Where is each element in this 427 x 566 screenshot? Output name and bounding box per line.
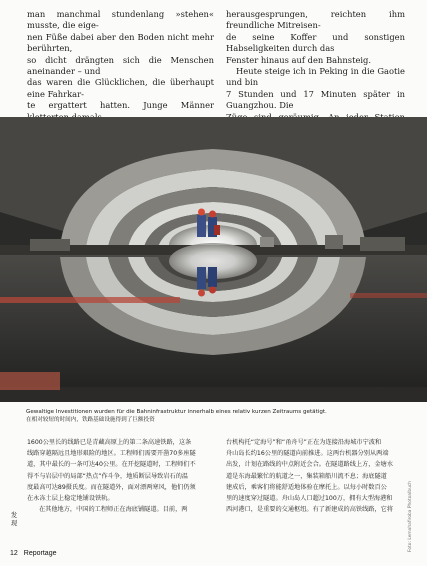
section-name: Reportage — [23, 550, 57, 557]
zh-line: 得不与岩层中的局部“热点”作斗争，地质断层导致岩石的温 — [27, 472, 189, 480]
body-line: das waren die Glücklichen, die überhaupt eine Fahrkar- — [27, 77, 214, 99]
page-footer — [10, 550, 57, 557]
photo-caption — [26, 408, 386, 424]
zh-line: 1600公里长的线路已是青藏高原上的第二条高速铁路，这条 — [27, 439, 192, 446]
body-line: nen Füße dabei aber den Boden nicht mehr berührten, — [27, 31, 214, 54]
body-line: de seine Koffer und sonstigen Habseligkeiten durch das — [226, 31, 405, 54]
section-char: 现 — [10, 520, 18, 527]
body-line: Heute steige ich in Peking in die Gaotie und bin — [226, 66, 405, 88]
section-char: 发 — [10, 512, 18, 519]
chinese-column-right — [226, 437, 405, 515]
zh-line: 里的速度穿过隧道。舟山岛人口超过100万，拥有大型海港和 — [226, 495, 393, 503]
tunnel-illustration — [0, 117, 427, 402]
zh-line: 度最高可达89摄氏度。而在隧道外，面对漂两寒风，他们仍须 — [27, 483, 196, 491]
zh-line: 舟山岛长约16公里的隧道向前推进。这两台机器分别从两端 — [226, 450, 389, 458]
body-line: 7 Stunden und 17 Minuten später in Guangzhou. Die — [226, 88, 405, 111]
body-line: Fenster hinaus auf den Bahnsteig. — [226, 54, 372, 65]
body-line: so dicht drängten sich die Menschen aneinander – und — [27, 54, 214, 77]
caption-german: Gewaltige Investitionen wurden für die Bahninfrastruktur innerhalb eines relativ kurzen Zeitraums getätigt. — [26, 409, 327, 415]
zh-line: 道，其中最长的一条可达40公里。在开挖隧道时，工程师们不 — [27, 461, 196, 469]
photo-credit-text: Foto: Lemahafiroba Photoalbuch — [408, 480, 413, 552]
section-marker — [8, 512, 20, 528]
zh-line: 在永冻土层上稳定地铺设铁轨。 — [27, 495, 114, 503]
tunnel-photo — [0, 117, 427, 402]
zh-line: 出发，计划在路线的中点附近会合。在隧道路线上方，金塘水 — [226, 461, 394, 469]
photo-credit — [403, 470, 413, 552]
body-line: herausgesprungen, reichten ihm freundliche Mitreisen- — [226, 9, 405, 31]
page-number: 12 — [10, 550, 18, 557]
body-line: te ergattert hatten. Junge Männer — [27, 100, 214, 111]
caption-chinese: 在相对较短的时间内，铁路基础设施得到了巨额投资 — [26, 417, 155, 423]
zh-line: 线路穿越隔远且地形艰险的地区。工程师们需要开凿70多座隧 — [27, 450, 196, 458]
chinese-column-left — [27, 437, 214, 515]
body-line: man manchmal stundenlang »stehen« musste, die eige- — [27, 9, 214, 31]
zh-line: 台机构托“定海号”和“甬舟号”正在为连接沿海城市宁波和 — [226, 439, 382, 446]
zh-line: 建成后，乘客们将能舒适地体验在摩托上。以每小时数百公 — [226, 483, 387, 491]
zh-line: 西河港口，是重要的交通枢纽。有了新建成的高铁线路，它将 — [226, 506, 394, 514]
zh-line: 道是东海最繁忙的航道之一，集装箱船川流不息；海底隧道 — [226, 472, 387, 480]
zh-line: 在其他地方，中国的工程师正在海底铺隧道。目前，两 — [39, 506, 188, 514]
